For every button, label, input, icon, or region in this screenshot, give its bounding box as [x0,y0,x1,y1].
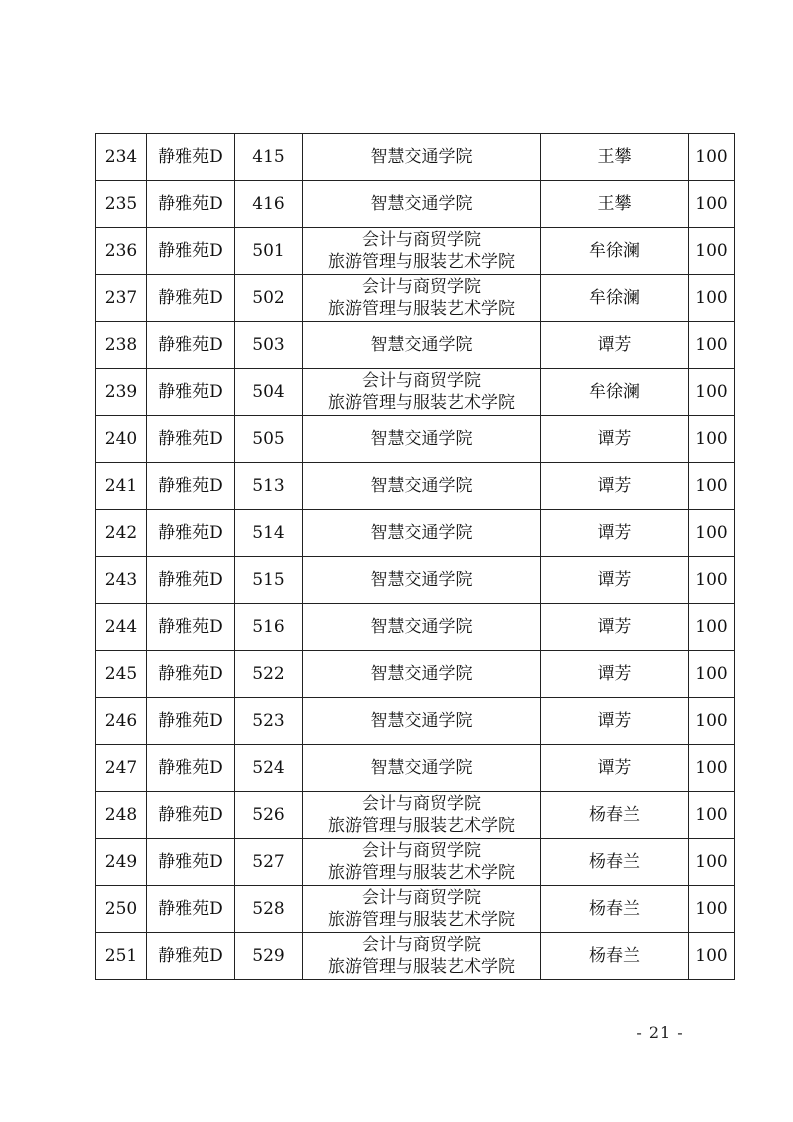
teacher-cell: 谭芳 [541,745,689,792]
building-cell: 静雅苑D [147,510,235,557]
score-cell: 100 [689,839,735,886]
building-cell: 静雅苑D [147,463,235,510]
teacher-cell: 王攀 [541,134,689,181]
college-name: 会计与商贸学院 [362,230,481,250]
score-cell: 100 [689,463,735,510]
college-name: 旅游管理与服装艺术学院 [328,957,515,977]
table-row [96,510,735,557]
room-number-cell: 524 [235,745,303,792]
row-number-cell: 238 [96,322,147,369]
teacher-cell: 牟徐澜 [541,228,689,275]
building-cell: 静雅苑D [147,651,235,698]
college-cell [303,369,541,416]
college-cell [303,322,541,369]
room-number-cell: 416 [235,181,303,228]
teacher-cell: 谭芳 [541,463,689,510]
room-number-cell: 522 [235,651,303,698]
score-cell: 100 [689,134,735,181]
score-cell: 100 [689,698,735,745]
row-number-cell: 237 [96,275,147,322]
row-number-cell: 239 [96,369,147,416]
page-number: - 21 - [636,1023,684,1042]
college-cell [303,557,541,604]
college-cell [303,745,541,792]
score-cell: 100 [689,886,735,933]
score-cell: 100 [689,792,735,839]
room-number-cell: 526 [235,792,303,839]
college-cell [303,933,541,980]
table-row [96,275,735,322]
room-number-cell: 527 [235,839,303,886]
room-number-cell: 501 [235,228,303,275]
teacher-cell: 谭芳 [541,557,689,604]
college-cell [303,886,541,933]
table-row [96,181,735,228]
college-name: 旅游管理与服装艺术学院 [328,863,515,883]
row-number-cell: 244 [96,604,147,651]
table-row [96,886,735,933]
score-cell: 100 [689,933,735,980]
room-number-cell: 505 [235,416,303,463]
row-number-cell: 242 [96,510,147,557]
college-name: 会计与商贸学院 [362,888,481,908]
row-number-cell: 236 [96,228,147,275]
teacher-cell: 牟徐澜 [541,275,689,322]
building-cell: 静雅苑D [147,698,235,745]
college-name: 旅游管理与服装艺术学院 [328,299,515,319]
teacher-cell: 牟徐澜 [541,369,689,416]
teacher-cell: 杨春兰 [541,792,689,839]
room-number-cell: 516 [235,604,303,651]
teacher-cell: 杨春兰 [541,933,689,980]
score-cell: 100 [689,651,735,698]
row-number-cell: 243 [96,557,147,604]
score-cell: 100 [689,604,735,651]
college-name: 会计与商贸学院 [362,371,481,391]
room-number-cell: 504 [235,369,303,416]
teacher-cell: 谭芳 [541,651,689,698]
teacher-cell: 谭芳 [541,510,689,557]
row-number-cell: 247 [96,745,147,792]
row-number-cell: 250 [96,886,147,933]
table-row [96,463,735,510]
building-cell: 静雅苑D [147,369,235,416]
college-name: 智慧交通学院 [370,523,473,543]
dormitory-inspection-table [95,133,735,980]
college-cell [303,792,541,839]
college-name: 智慧交通学院 [370,664,473,684]
teacher-cell: 杨春兰 [541,886,689,933]
room-number-cell: 503 [235,322,303,369]
row-number-cell: 241 [96,463,147,510]
score-cell: 100 [689,275,735,322]
table-row [96,322,735,369]
college-name: 会计与商贸学院 [362,277,481,297]
table-row [96,933,735,980]
table-row [96,369,735,416]
building-cell: 静雅苑D [147,275,235,322]
table-row [96,651,735,698]
building-cell: 静雅苑D [147,745,235,792]
score-cell: 100 [689,416,735,463]
college-cell [303,181,541,228]
table-row [96,228,735,275]
row-number-cell: 246 [96,698,147,745]
college-name: 智慧交通学院 [370,335,473,355]
room-number-cell: 513 [235,463,303,510]
college-cell [303,651,541,698]
teacher-cell: 谭芳 [541,322,689,369]
college-cell [303,228,541,275]
table-row [96,557,735,604]
college-cell [303,839,541,886]
teacher-cell: 王攀 [541,181,689,228]
room-number-cell: 502 [235,275,303,322]
college-cell [303,604,541,651]
score-cell: 100 [689,322,735,369]
table-row [96,604,735,651]
college-cell [303,510,541,557]
college-name: 智慧交通学院 [370,711,473,731]
building-cell: 静雅苑D [147,181,235,228]
table-body [96,134,735,980]
room-number-cell: 529 [235,933,303,980]
college-name: 会计与商贸学院 [362,794,481,814]
college-name: 旅游管理与服装艺术学院 [328,910,515,930]
score-cell: 100 [689,557,735,604]
college-name: 会计与商贸学院 [362,841,481,861]
teacher-cell: 杨春兰 [541,839,689,886]
college-cell [303,698,541,745]
building-cell: 静雅苑D [147,933,235,980]
score-cell: 100 [689,228,735,275]
row-number-cell: 251 [96,933,147,980]
college-name: 智慧交通学院 [370,758,473,778]
college-name: 旅游管理与服装艺术学院 [328,816,515,836]
teacher-cell: 谭芳 [541,416,689,463]
college-cell [303,134,541,181]
building-cell: 静雅苑D [147,228,235,275]
score-cell: 100 [689,510,735,557]
row-number-cell: 240 [96,416,147,463]
table-row [96,134,735,181]
room-number-cell: 523 [235,698,303,745]
teacher-cell: 谭芳 [541,698,689,745]
building-cell: 静雅苑D [147,839,235,886]
room-number-cell: 515 [235,557,303,604]
college-name: 智慧交通学院 [370,429,473,449]
college-cell [303,275,541,322]
table-row [96,745,735,792]
college-name: 会计与商贸学院 [362,935,481,955]
college-name: 智慧交通学院 [370,194,473,214]
row-number-cell: 245 [96,651,147,698]
table-row [96,839,735,886]
building-cell: 静雅苑D [147,557,235,604]
building-cell: 静雅苑D [147,322,235,369]
college-cell [303,416,541,463]
building-cell: 静雅苑D [147,792,235,839]
college-name: 旅游管理与服装艺术学院 [328,252,515,272]
row-number-cell: 248 [96,792,147,839]
room-number-cell: 514 [235,510,303,557]
row-number-cell: 249 [96,839,147,886]
building-cell: 静雅苑D [147,886,235,933]
college-name: 旅游管理与服装艺术学院 [328,393,515,413]
building-cell: 静雅苑D [147,134,235,181]
building-cell: 静雅苑D [147,604,235,651]
room-number-cell: 415 [235,134,303,181]
table-row [96,792,735,839]
teacher-cell: 谭芳 [541,604,689,651]
score-cell: 100 [689,369,735,416]
college-cell [303,463,541,510]
table-row [96,416,735,463]
row-number-cell: 234 [96,134,147,181]
score-cell: 100 [689,181,735,228]
table-row [96,698,735,745]
college-name: 智慧交通学院 [370,147,473,167]
college-name: 智慧交通学院 [370,617,473,637]
room-number-cell: 528 [235,886,303,933]
college-name: 智慧交通学院 [370,570,473,590]
row-number-cell: 235 [96,181,147,228]
college-name: 智慧交通学院 [370,476,473,496]
score-cell: 100 [689,745,735,792]
building-cell: 静雅苑D [147,416,235,463]
